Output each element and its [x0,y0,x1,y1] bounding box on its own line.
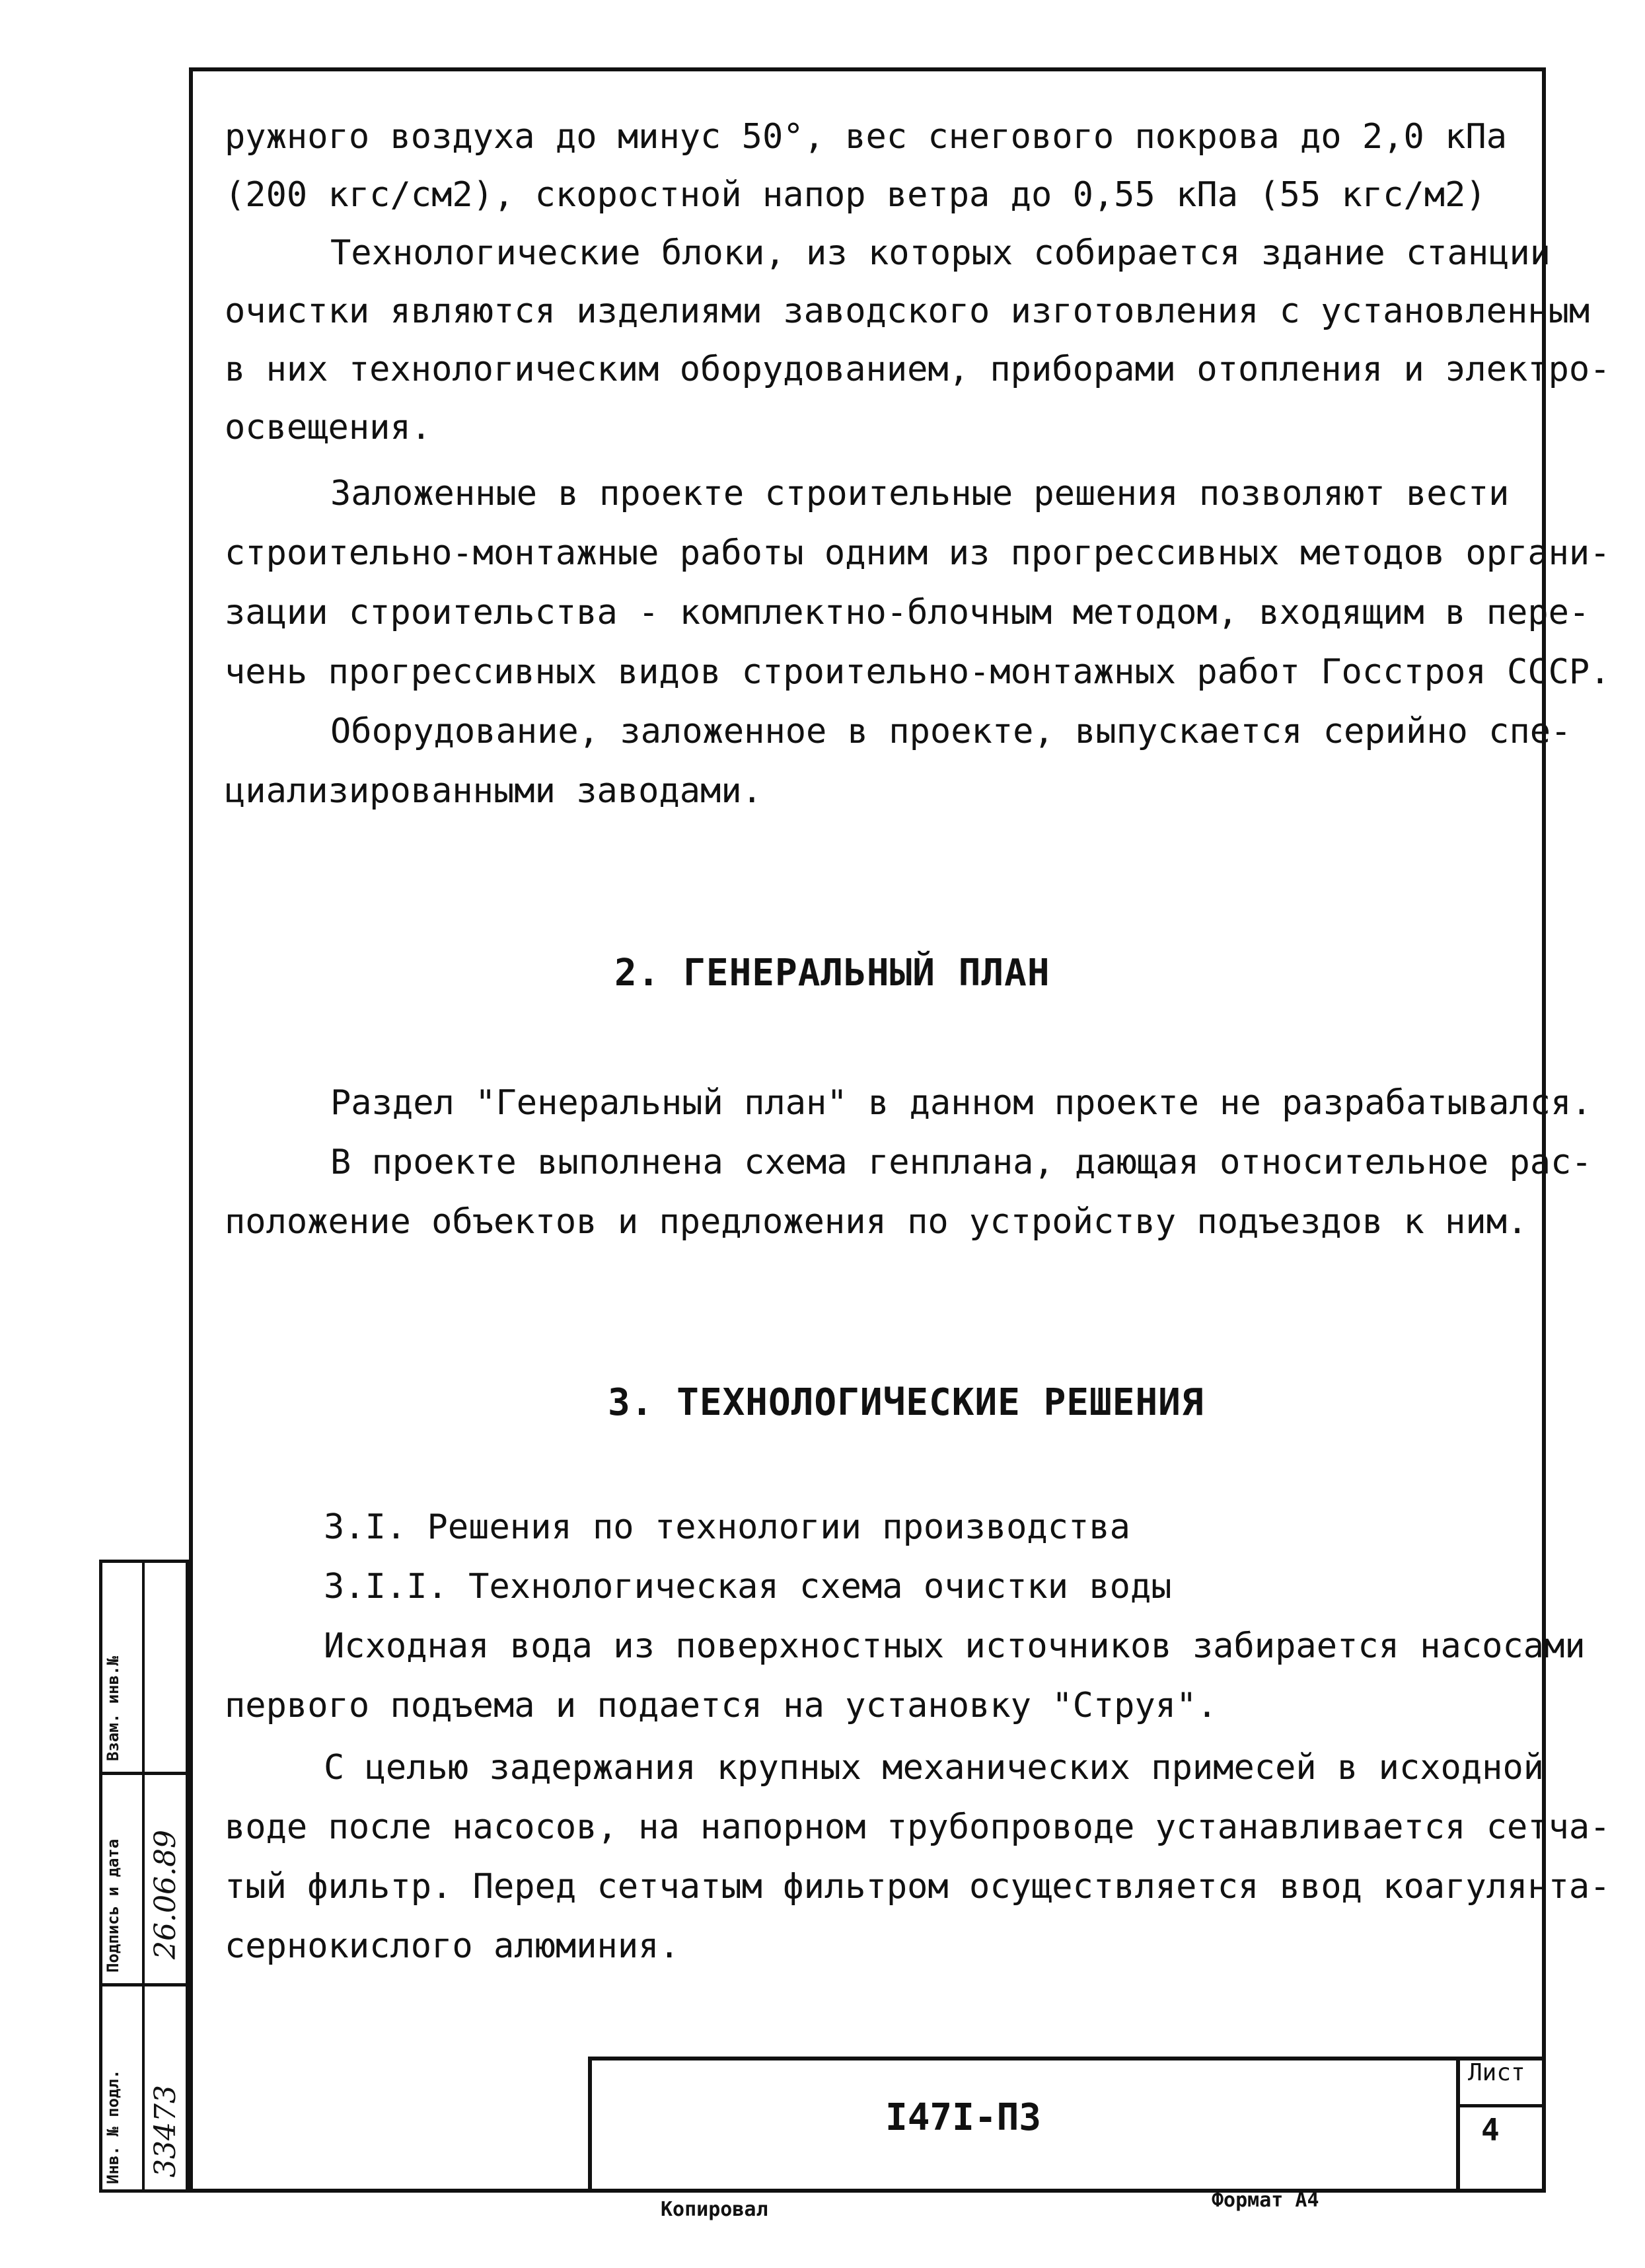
side-strip-row-divider [102,1772,186,1775]
section-2-heading: 2. ГЕНЕРАЛЬНЫЙ ПЛАН [614,952,1050,995]
text-line: чень прогрессивных видов строительно-монтажных работ Госстроя СССР. [225,652,1611,692]
text-line: зации строительства - комплектно-блочным методом, входящим в пере- [225,593,1590,632]
side-value-date: 26.06.89 [149,1830,182,1959]
text-line: циализированными заводами. [225,771,762,811]
title-block-divider [588,2057,592,2193]
title-block [588,2057,1546,2193]
section-3-heading: 3. ТЕХНОЛОГИЧЕСКИЕ РЕШЕНИЯ [608,1381,1204,1424]
title-block-divider [1456,2057,1460,2193]
text-line: Оборудование, заложенное в проекте, выпускается серийно спе- [330,712,1572,751]
text-line: (200 кгс/см2), скоростной напор ветра до 0,55 кПа (55 кгс/м2) [225,175,1486,215]
text-line: Заложенные в проекте строительные решения позволяют вести [330,474,1510,513]
side-strip-divider [142,1563,145,2189]
text-line: воде после насосов, на напорном трубопроводе устанавливается сетча- [225,1807,1611,1847]
text-line: В проекте выполнена схема генплана, дающая относительное рас- [330,1143,1592,1182]
text-line: строительно-монтажные работы одним из прогрессивных методов органи- [225,533,1611,573]
text-line: ружного воздуха до минус 50°, вес снегового покрова до 2,0 кПа [225,117,1508,157]
text-line: 3.I. Решения по технологии производства [324,1507,1130,1547]
text-line: Раздел "Генеральный план" в данном проекте не разрабатывался. [330,1083,1592,1123]
side-label-podpis: Подпись и дата [104,1838,122,1973]
side-label-vzam: Взам. инв.№ [104,1656,122,1761]
side-strip-row-divider [102,1983,186,1986]
copied-by-label: Копировал [661,2198,768,2221]
text-line: первого подъема и подается на установку "Струя". [225,1686,1218,1725]
format-label: Формат А4 [1212,2189,1319,2212]
sheet-label: Лист [1468,2059,1525,2086]
sheet-number: 4 [1481,2112,1500,2148]
text-line: Исходная вода из поверхностных источников забирается насосами [324,1626,1586,1666]
side-value-inv-number: 33473 [149,2085,182,2177]
side-stamp-strip [99,1560,189,2193]
text-line: тый фильтр. Перед сетчатым фильтром осуществляется ввод коагулянта- [225,1867,1611,1907]
text-line: очистки являются изделиями заводского изготовления с установленным [225,291,1590,331]
sheet-cell-divider [1460,2104,1546,2107]
text-line: положение объектов и предложения по устройству подъездов к ним. [225,1202,1528,1242]
document-code: I47I-ПЗ [885,2096,1042,2139]
text-line: Технологические блоки, из которых собирается здание станции [330,233,1551,273]
text-line: в них технологическим оборудованием, приборами отопления и электро- [225,350,1611,389]
text-line: С целью задержания крупных механических примесей в исходной [324,1748,1545,1788]
text-line: освещения. [225,408,432,447]
text-line: сернокислого алюминия. [225,1926,680,1966]
side-label-inv-podl: Инв. № подл. [104,2069,122,2184]
text-line: 3.I.I. Технологическая схема очистки воды [324,1567,1172,1606]
